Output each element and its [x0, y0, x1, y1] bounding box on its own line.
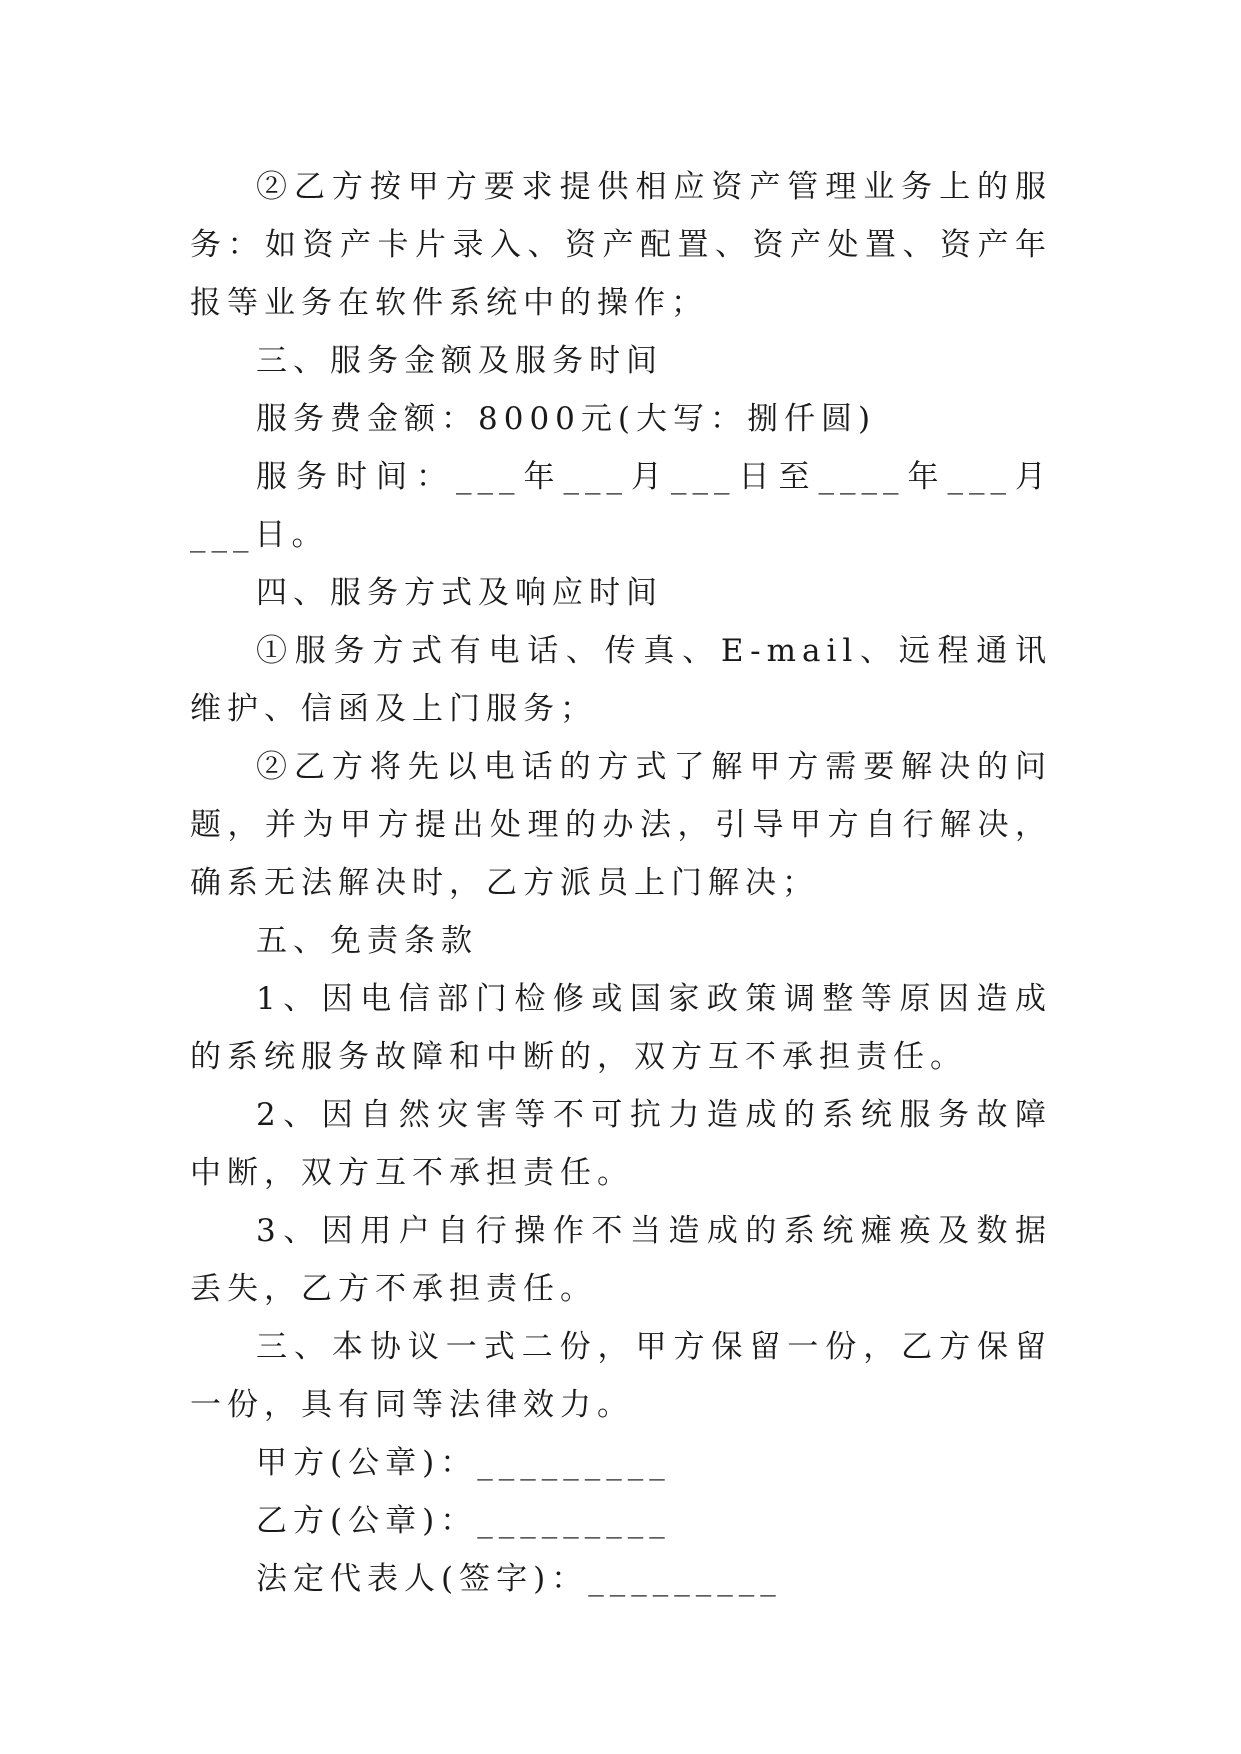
paragraph-disclaimer-2: 2、因自然灾害等不可抗力造成的系统服务故障中断，双方互不承担责任。 [190, 1097, 1052, 1191]
paragraph-service-item-2: ②乙方按甲方要求提供相应资产管理业务上的服务：如资产卡片录入、资产配置、资产处置、资产年报等业务在软件系统中的操作； [190, 169, 1052, 321]
paragraph-copies: 三、本协议一式二份，甲方保留一份，乙方保留一份，具有同等法律效力。 [190, 1329, 1052, 1423]
paragraph-method-item-1: ①服务方式有电话、传真、E-mail、远程通讯维护、信函及上门服务； [190, 633, 1052, 727]
signature-legal-representative: 法定代表人(签字)：_________ [256, 1561, 782, 1597]
paragraph-service-period: 服务时间：___年___月___日至____年___月___日。 [190, 459, 1052, 553]
signature-party-a: 甲方(公章)：_________ [256, 1445, 671, 1481]
paragraph-service-fee: 服务费金额：8000元(大写：捌仟圆) [256, 401, 877, 437]
paragraph-disclaimer-1: 1、因电信部门检修或国家政策调整等原因造成的系统服务故障和中断的，双方互不承担责任。 [190, 981, 1052, 1075]
section-heading-disclaimer: 五、免责条款 [256, 923, 478, 959]
paragraph-method-item-2: ②乙方将先以电话的方式了解甲方需要解决的问题，并为甲方提出处理的办法，引导甲方自行解决，确系无法解决时，乙方派员上门解决； [190, 749, 1052, 901]
section-heading-service-method: 四、服务方式及响应时间 [256, 575, 663, 611]
document-body [190, 158, 1052, 1608]
section-heading-amount-time: 三、服务金额及服务时间 [256, 343, 663, 379]
paragraph-disclaimer-3: 3、因用户自行操作不当造成的系统瘫痪及数据丢失，乙方不承担责任。 [190, 1213, 1052, 1307]
signature-party-b: 乙方(公章)：_________ [256, 1503, 671, 1539]
